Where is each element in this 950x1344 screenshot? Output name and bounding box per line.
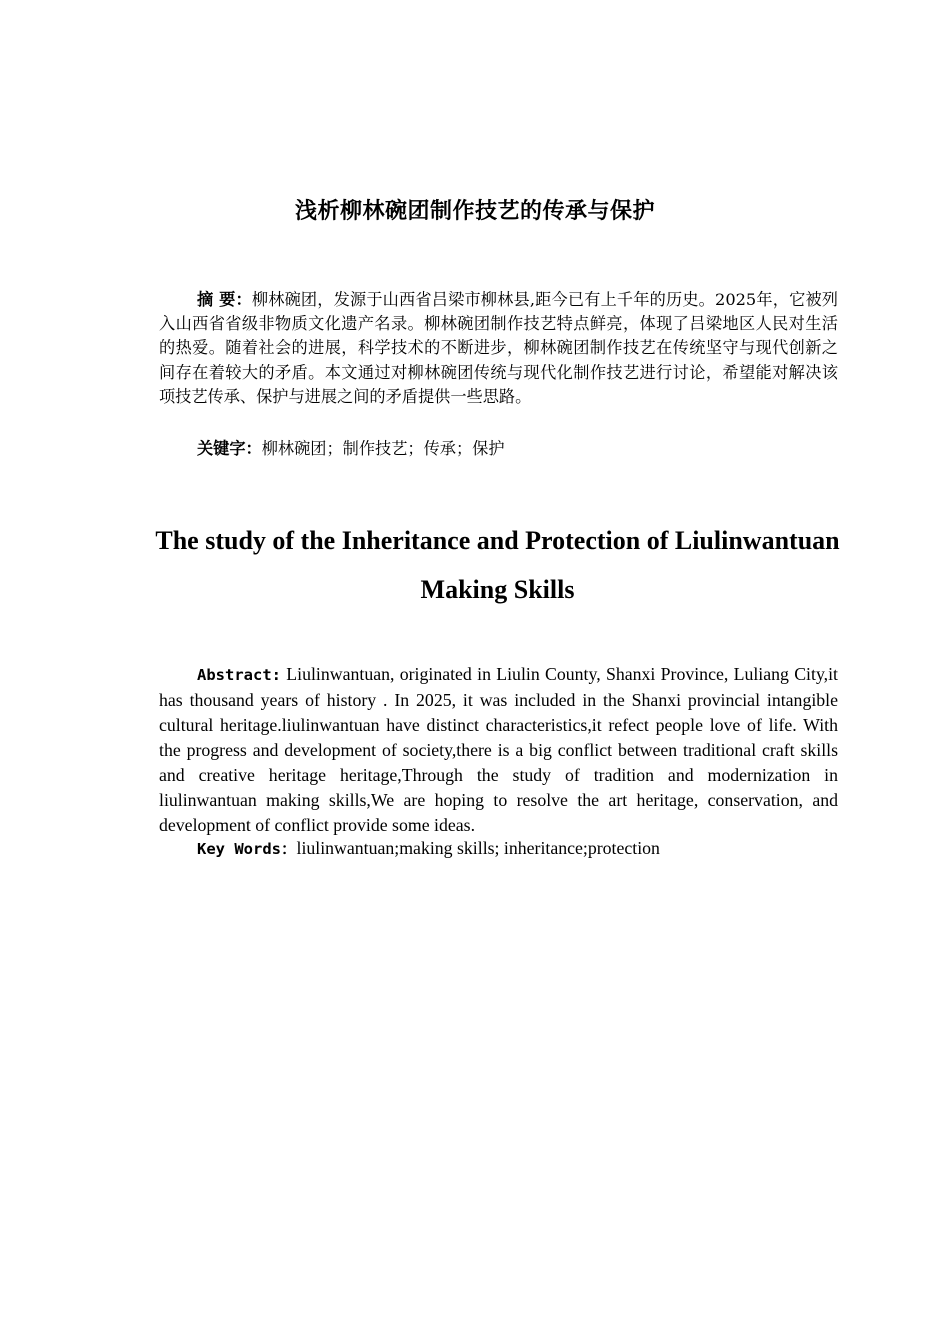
english-abstract: [159, 662, 838, 838]
chinese-keywords-text: 柳林碗团；制作技艺；传承；保护: [261, 439, 505, 458]
english-title: The study of the Inheritance and Protection of Liulinwantuan Making Skills: [155, 526, 840, 604]
english-abstract-text: Liulinwantuan, originated in Liulin County, Shanxi Province, Luliang City,it has thousand years of history . In 2025, it was included in the Shanxi provincial intangible cultural heritage.liulinwantuan have distinct characteristics,it refect people love of life. With the progress and development of society,there is a big conflict between traditional craft skills and creative heritage heritage,Through the study of tradition and modernization in liulinwantuan making skills,We are hoping to resolve the art heritage, conservation, and development of conflict provide some ideas.: [159, 664, 838, 835]
english-keywords-text: liulinwantuan;making skills; inheritance;protection: [296, 838, 660, 858]
chinese-keywords-label: 关键字：: [197, 439, 262, 458]
chinese-abstract-text: 柳林碗团，发源于山西省吕梁市柳林县,距今已有上千年的历史。2025年，它被列入山西省省级非物质文化遗产名录。柳林碗团制作技艺特点鲜亮，体现了吕梁地区人民对生活的热爱。随着社会的进展，科学技术的不断进步，柳林碗团制作技艺在传统坚守与现代创新之间存在着较大的矛盾。本文通过对柳林碗团传统与现代化制作技艺进行讨论，希望能对解决该项技艺传承、保护与进展之间的矛盾提供一些思路。: [159, 290, 838, 406]
english-keywords: [159, 836, 838, 862]
english-keywords-label: Key Words：: [197, 840, 297, 858]
chinese-abstract: [159, 288, 838, 409]
english-abstract-label: Abstract:: [197, 666, 281, 684]
chinese-abstract-label: 摘 要：: [197, 290, 252, 309]
chinese-title: 浅析柳林碗团制作技艺的传承与保护: [294, 199, 655, 224]
chinese-keywords: [159, 437, 838, 461]
